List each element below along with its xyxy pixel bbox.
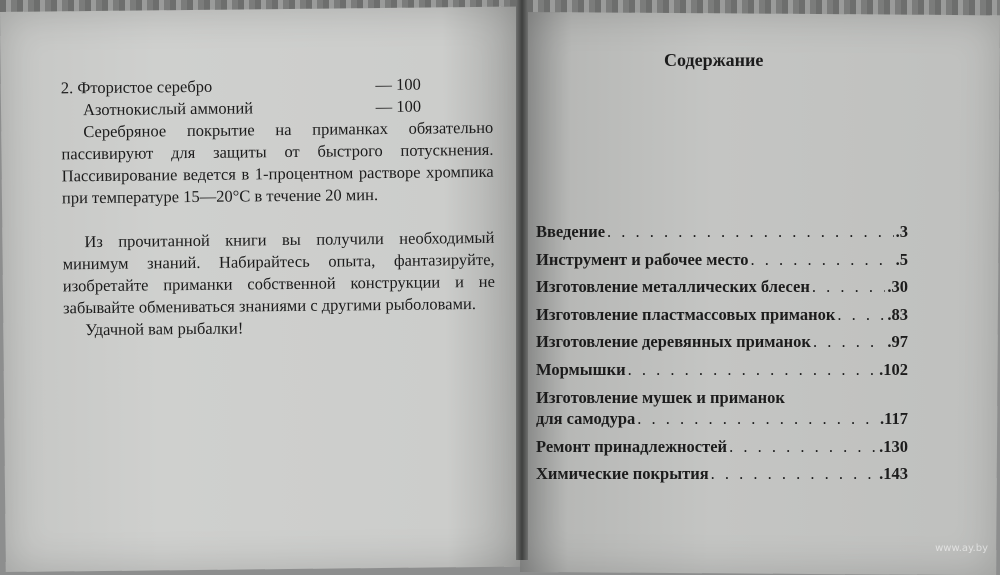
table-of-contents	[536, 222, 908, 492]
formula-2-label: Азотнокислый аммоний	[82, 98, 254, 120]
toc-entry-page: .3	[895, 222, 908, 241]
toc-entry-page: .5	[895, 249, 908, 269]
toc-leader-dots	[711, 464, 877, 484]
toc-entry-title: Изготовление пластмассовых приманок	[536, 304, 836, 324]
toc-leader-dots	[729, 437, 877, 457]
toc-entry	[536, 250, 908, 278]
toc-entry	[536, 387, 908, 437]
toc-entry-title: Химические покрытия	[536, 464, 709, 483]
toc-entry	[536, 332, 908, 360]
book-gutter	[516, 0, 528, 560]
toc-entry	[536, 222, 908, 250]
formula-1-value: — 100	[375, 74, 421, 95]
toc-entry-page: .130	[879, 436, 908, 456]
toc-entry	[536, 305, 908, 333]
toc-entry	[536, 437, 908, 465]
toc-entry-title: Инструмент и рабочее место	[536, 249, 749, 269]
toc-entry-title: Ремонт принадлежностей	[536, 436, 728, 456]
toc-leader-dots	[628, 360, 878, 380]
toc-entry-title: Изготовление деревянных приманок	[536, 332, 811, 351]
watermark: www.ay.by	[935, 543, 988, 554]
toc-entry	[536, 360, 908, 388]
toc-entry-row2	[536, 409, 908, 437]
toc-title: Содержание	[664, 50, 764, 70]
toc-leader-dots	[837, 305, 885, 325]
toc-leader-dots	[813, 332, 885, 352]
toc-leader-dots	[607, 222, 894, 242]
toc-leader-dots	[637, 409, 878, 429]
toc-entry-page: .102	[879, 359, 908, 379]
toc-leader-dots	[750, 250, 893, 270]
formula-1-label: 2. Фтористое серебро	[60, 76, 213, 98]
toc-entry	[536, 464, 908, 492]
closing-line: Удачной вам рыбалки!	[85, 318, 244, 340]
toc-entry-page: .143	[879, 464, 908, 483]
toc-leader-dots	[812, 277, 886, 297]
left-page	[0, 7, 526, 572]
paragraph-passivation: Серебряное покрытие на приманках обязательно пассивируют для защиты от быстрого потускнения. Пассивирование ведется в 1-процентном растворе хромпика при температуре 15—20°С в течение 20 мин.	[61, 117, 494, 208]
toc-entry-page: .117	[880, 409, 908, 428]
toc-entry-title: Введение	[536, 222, 606, 241]
toc-entry	[536, 277, 908, 305]
toc-entry-page: .30	[887, 277, 908, 296]
formula-2-value: — 100	[375, 96, 422, 117]
toc-entry-page: .83	[887, 304, 908, 324]
toc-entry-title: Мормышки	[536, 359, 626, 379]
toc-entry-title-line1: Изготовление мушек и приманок	[536, 388, 785, 407]
toc-entry-title: Изготовление металлических блесен	[536, 277, 810, 296]
left-page-text	[61, 73, 496, 342]
paragraph-conclusion: Из прочитанной книги вы получили необходимый минимум знаний. Набирайтесь опыта, фантазируйте, изобретайте приманки собственной конструкции и не забывайте обмениваться знаниями с другими рыболовами.	[62, 227, 495, 318]
toc-entry-title-line2: для самодура	[536, 409, 636, 428]
toc-entry-page: .97	[887, 332, 908, 351]
